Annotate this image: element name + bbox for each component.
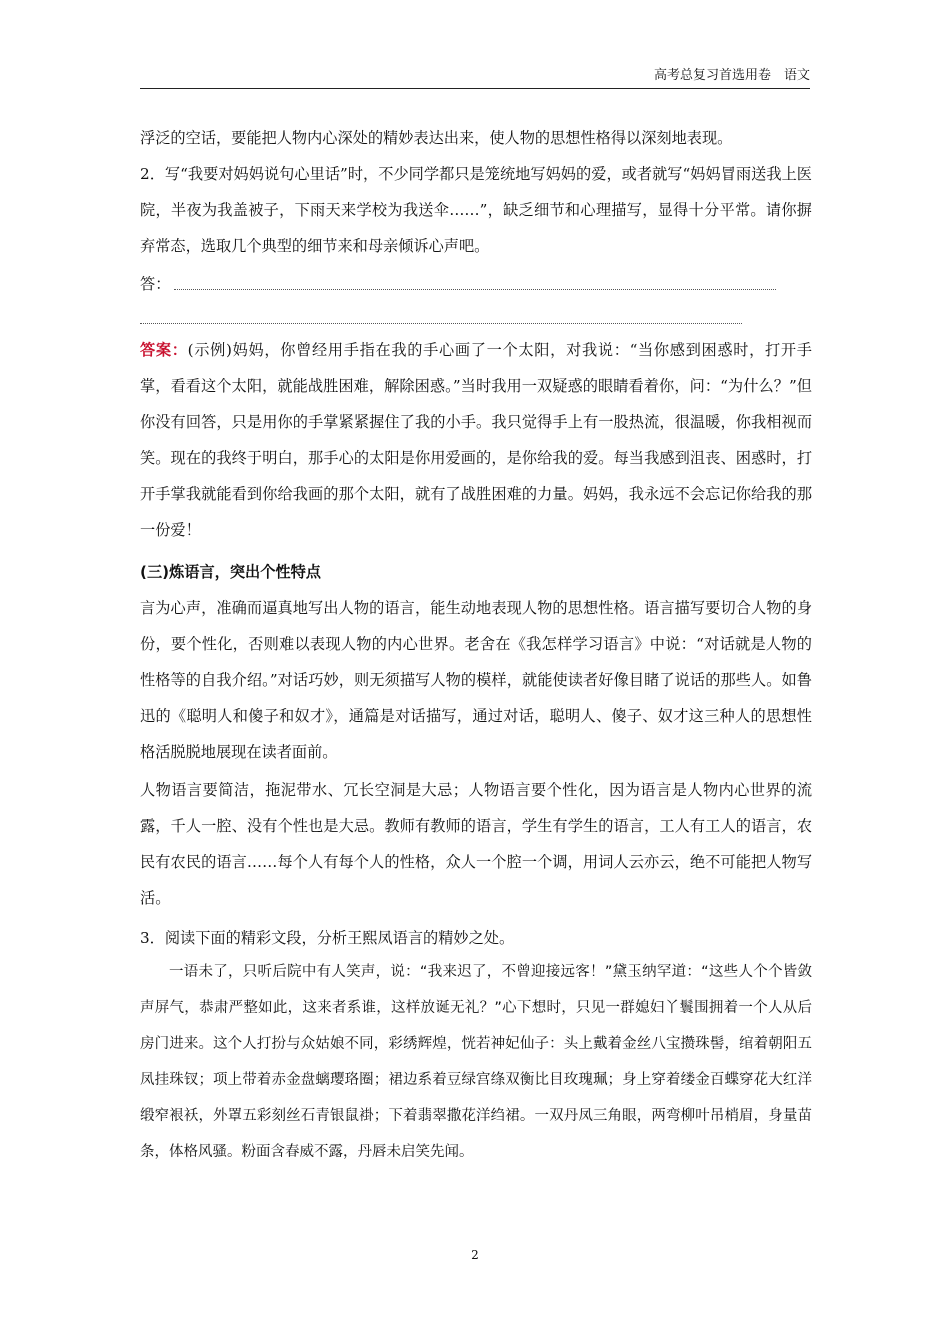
answer-line-2	[140, 323, 742, 324]
excerpt-passage: 一语未了，只听后院中有人笑声，说：“我来迟了，不曾迎接远客！”黛玉纳罕道：“这些人个个皆敛声屏气，恭肃严整如此，这来者系谁，这样放诞无礼？”心下想时，只见一群媳妇丫鬟围拥着一个人从后房门进来。这个人打扮与众姑娘不同，彩绣辉煌，恍若神妃仙子：头上戴着金丝八宝攒珠髻，绾着朝阳五凤挂珠钗；项上带着赤金盘螭璎珞圈；裙边系着豆绿宫绦双衡比目玫瑰珮；身上穿着缕金百蝶穿花大红洋缎窄裉袄，外罩五彩刻丝石青银鼠褂；下着翡翠撒花洋绉裙。一双丹凤三角眼，两弯柳叶吊梢眉，身量苗条，体格风骚。粉面含春威不露，丹唇未启笑先闻。	[140, 964, 812, 1160]
body-paragraph-1: 言为心声，准确而逼真地写出人物的语言，能生动地表现人物的思想性格。语言描写要切合人物的身份，要个性化，否则难以表现人物的内心世界。老舍在《我怎样学习语言》中说：“对话就是人物的性格等的自我介绍。”对话巧妙，则无须描写人物的模样，就能使读者好像目睹了说话的那些人。如鲁迅的《聪明人和傻子和奴才》，通篇是对话描写，通过对话，聪明人、傻子、奴才这三种人的思想性格活脱脱地展现在读者面前。	[140, 599, 812, 761]
answer-prompt: 答：	[140, 275, 171, 293]
page-number: 2	[471, 1248, 479, 1262]
body-paragraph-2: 人物语言要简洁，拖泥带水、冗长空洞是大忌；人物语言要个性化，因为语言是人物内心世界的流露，千人一腔、没有个性也是大忌。教师有教师的语言，学生有学生的语言，工人有工人的语言，农民有农民的语言……每个人有每个人的性格，众人一个腔一个调，用词人云亦云，绝不可能把人物写活。	[140, 781, 812, 907]
answer-text: (示例)妈妈，你曾经用手指在我的手心画了一个太阳，对我说：“当你感到困惑时，打开手掌，看看这个太阳，就能战胜困难，解除困惑。”当时我用一双疑惑的眼睛看着你，问：“为什么？”但你没有回答，只是用你的手掌紧紧握住了我的小手。我只觉得手上有一股热流，很温暖，你我相视而笑。现在的我终于明白，那手心的太阳是你用爱画的，是你给我的爱。每当我感到沮丧、困惑时，打开手掌我就能看到你给我画的那个太阳，就有了战胜困难的力量。妈妈，我永远不会忘记你给我的那一份爱！	[140, 341, 812, 539]
continuation-text: 浮泛的空话，要能把人物内心深处的精妙表达出来，使人物的思想性格得以深刻地表现。	[140, 129, 733, 147]
answer-line-1	[174, 289, 776, 290]
answer-block	[140, 332, 812, 548]
question-2: 2．写“我要对妈妈说句心里话”时，不少同学都只是笼统地写妈妈的爱，或者就写“妈妈冒雨送我上医院，半夜为我盖被子，下雨天来学校为我送伞……”，缺乏细节和心理描写，显得十分平常。请你摒弃常态，选取几个典型的细节来和母亲倾诉心声吧。	[140, 165, 812, 255]
answer-label: 答案：	[140, 341, 188, 359]
question-3: 3．阅读下面的精彩文段，分析王熙凤语言的精妙之处。	[140, 929, 515, 947]
page-header: 高考总复习首选用卷 语文	[140, 66, 810, 89]
section-heading: (三)炼语言，突出个性特点	[140, 563, 321, 581]
